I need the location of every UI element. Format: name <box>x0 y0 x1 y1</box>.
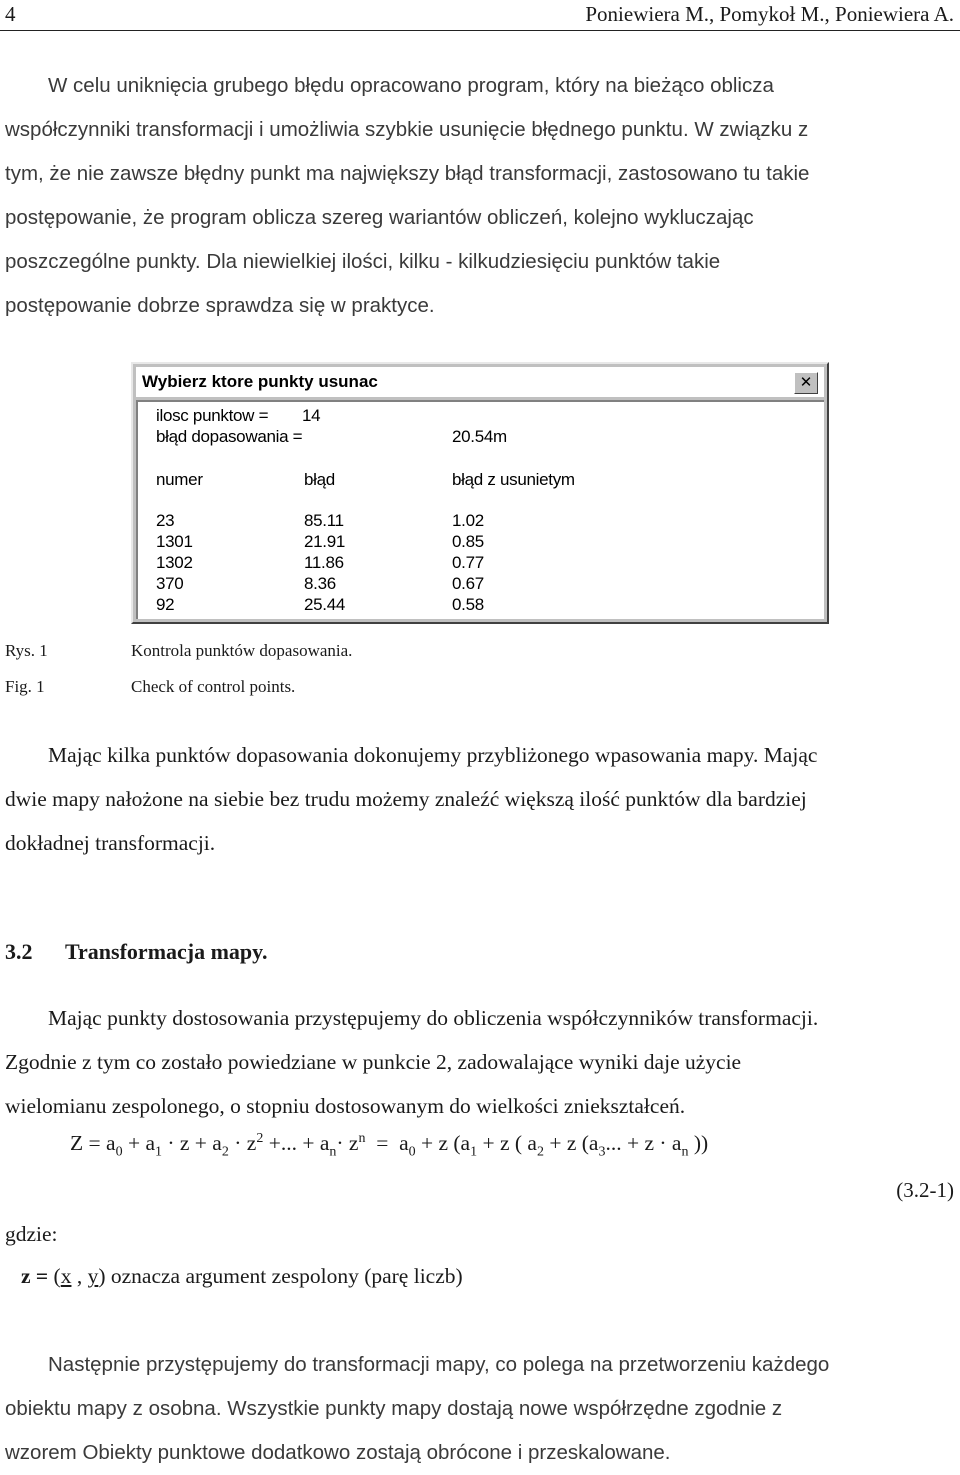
para4-line-3: wzorem Obiekty punktowe dodatkowo zostają obrócone i przeskalowane. <box>5 1441 671 1464</box>
row-error: 11.86 <box>304 553 344 572</box>
intro-line-1: W celu uniknięcia grubego błędu opracowano program, który na bieżąco oblicza <box>48 74 774 97</box>
close-icon: ✕ <box>799 373 813 391</box>
para2-line-1: Mając kilka punktów dopasowania dokonujemy przybliżonego wpasowania mapy. Mając <box>48 743 818 767</box>
running-authors: Poniewiera M., Pomykoł M., Poniewiera A. <box>585 2 954 26</box>
caption-fig-text: Check of control points. <box>131 677 296 696</box>
section-heading <box>5 939 267 965</box>
page-header <box>0 0 960 26</box>
row-error-removed: 0.67 <box>452 574 484 593</box>
paragraph-2 <box>5 733 955 865</box>
row-number: 370 <box>156 574 184 593</box>
row-number: 92 <box>156 595 175 614</box>
row-error-removed: 0.85 <box>452 532 484 551</box>
equation-number: (3.2-1) <box>896 1178 954 1202</box>
page-number: 4 <box>5 2 16 26</box>
count-value: 14 <box>302 406 321 425</box>
dialog-title: Wybierz ktore punkty usunac <box>142 372 378 391</box>
para2-line-2: dwie mapy nałożone na siebie bez trudu możemy znaleźć większą ilość punktów dla bardziej <box>5 787 807 811</box>
section-number: 3.2 <box>5 939 33 964</box>
paragraph-4 <box>5 1343 955 1475</box>
row-number: 1301 <box>156 532 193 551</box>
para3-line-1: Mając punkty dostosowania przystępujemy do obliczenia współczynników transformacji. <box>48 1006 819 1030</box>
intro-line-4: postępowanie, że program oblicza szereg wariantów obliczeń, kolejno wykluczając <box>5 206 754 229</box>
points-listbox[interactable] <box>136 400 824 619</box>
paragraph-3 <box>5 996 955 1128</box>
intro-paragraph <box>5 64 955 328</box>
para2-line-3: dokładnej transformacji. <box>5 831 216 855</box>
intro-line-6: postępowanie dobrze sprawdza się w praktyce. <box>5 294 435 317</box>
row-number: 23 <box>156 511 175 530</box>
row-error: 8.36 <box>304 574 336 593</box>
remove-points-dialog <box>131 362 829 624</box>
intro-line-2: współczynniki transformacji i umożliwia szybkie usunięcie błędnego punktu. W związku z <box>5 118 809 141</box>
row-number: 1302 <box>156 553 193 572</box>
header-rule <box>0 30 960 31</box>
row-error-removed: 0.58 <box>452 595 484 614</box>
row-error: 85.11 <box>304 511 344 530</box>
dialog-titlebar <box>136 367 824 397</box>
para4-line-1: Następnie przystępujemy do transformacji mapy, co polega na przetworzeniu każdego <box>48 1353 830 1376</box>
close-button[interactable] <box>794 372 818 394</box>
caption-rys-label: Rys. 1 <box>5 641 48 660</box>
count-label: ilosc punktow = <box>156 406 269 425</box>
intro-line-3: tym, że nie zawsze błędny punkt ma największy błąd transformacji, zastosowano tu takie <box>5 162 810 185</box>
where-label: gdzie: <box>5 1222 58 1246</box>
para3-line-2: Zgodnie z tym co zostało powiedziane w punkcie 2, zadowalające wyniki daje użycie <box>5 1050 742 1074</box>
z-definition: z = (x , y) oznacza argument zespolony (parę liczb) <box>21 1264 463 1288</box>
row-error-removed: 0.77 <box>452 553 484 572</box>
col-header-number: numer <box>156 470 203 489</box>
row-error: 25.44 <box>304 595 346 614</box>
col-header-error: błąd <box>304 470 335 489</box>
caption-rys-text: Kontrola punktów dopasowania. <box>131 641 353 660</box>
section-title: Transformacja mapy. <box>65 939 268 964</box>
row-error: 21.91 <box>304 532 346 551</box>
row-error-removed: 1.02 <box>452 511 484 530</box>
fit-error-value: 20.54m <box>452 427 507 446</box>
col-header-error-removed: błąd z usunietym <box>452 470 575 489</box>
intro-line-5: poszczególne punkty. Dla niewielkiej ilości, kilku - kilkudziesięciu punktów takie <box>5 250 721 273</box>
para4-line-2: obiektu mapy z osobna. Wszystkie punkty mapy dostają nowe współrzędne zgodnie z <box>5 1397 783 1420</box>
polynomial-formula: $Z = a_0 + a_1 \cdot z + a_2 \cdot z^2$ +... + $a_n\cdot z^n = a_0 + z$ ($a_1 + z$ ( $a_2 + z$ ($a_3$... + $z \cdot a_n$ )) <box>70 1131 709 1160</box>
fit-error-label: błąd dopasowania = <box>156 427 303 446</box>
caption-fig-label: Fig. 1 <box>5 677 45 696</box>
para3-line-3: wielomianu zespolonego, o stopniu dostosowanym do wielkości zniekształceń. <box>5 1094 686 1118</box>
